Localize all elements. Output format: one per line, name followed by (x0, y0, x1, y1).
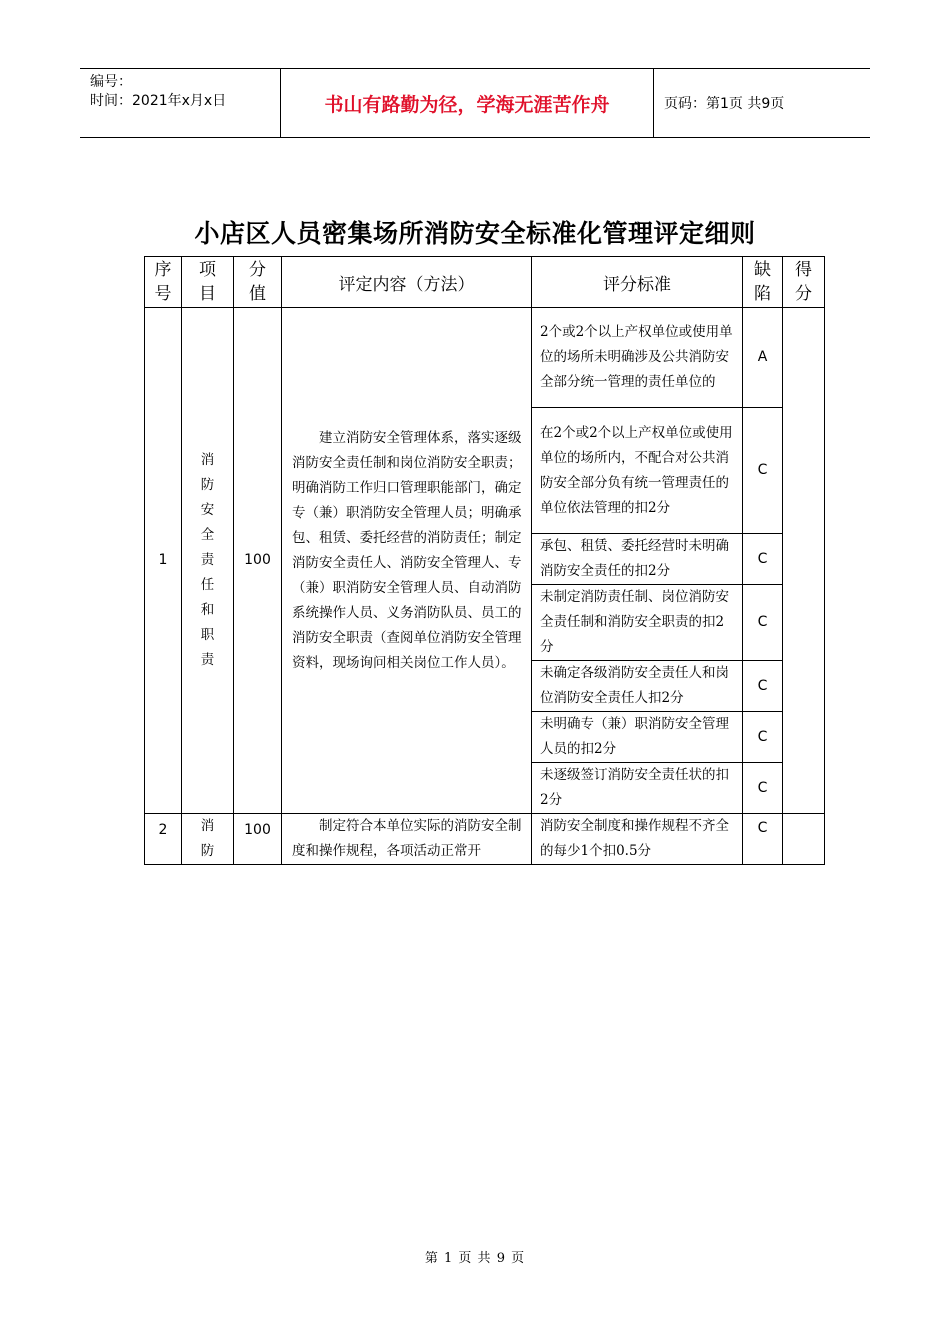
document-header (80, 68, 870, 138)
header-gain: 得 分 (783, 257, 825, 308)
row-item: 消 防 (182, 814, 234, 865)
page-footer: 第 1 页 共 9 页 (424, 1251, 526, 1266)
row-content: 制定符合本单位实际的消防安全制度和操作规程，各项活动正常开 (282, 814, 532, 865)
criteria-defect: C (743, 585, 783, 661)
header-item: 项 目 (182, 257, 234, 308)
row-item: 消 防 安 全 责 任 和 职 责 (182, 308, 234, 814)
criteria-text: 在2个或2个以上产权单位或使用单位的场所内，不配合对公共消防安全部分负有统一管理责任的单位依法管理的扣2分 (532, 408, 743, 534)
criteria-defect: C (743, 763, 783, 814)
evaluation-table (144, 256, 825, 865)
criteria-defect: A (743, 308, 783, 408)
motto: 书山有路勤为径，学海无涯苦作舟 (281, 69, 654, 137)
row-content: 建立消防安全管理体系，落实逐级消防安全责任制和岗位消防安全职责；明确消防工作归口管理职能部门，确定专（兼）职消防安全管理人员；明确承包、租赁、委托经营的消防责任；制定消防安全责任人、消防安全管理人、专（兼）职消防安全管理人员、自动消防系统操作人员、义务消防队员、员工的消防安全职责（查阅单位消防安全管理资料，现场询问相关岗位工作人员）。 (282, 308, 532, 814)
header-content: 评定内容（方法） (282, 257, 532, 308)
table-header-row (145, 257, 825, 308)
row-seq: 2 (145, 814, 182, 865)
header-seq: 序 号 (145, 257, 182, 308)
criteria-text: 未明确专（兼）职消防安全管理人员的扣2分 (532, 712, 743, 763)
criteria-defect: C (743, 814, 783, 865)
criteria-text: 2个或2个以上产权单位或使用单位的场所未明确涉及公共消防安全部分统一管理的责任单位的 (532, 308, 743, 408)
criteria-text: 承包、租赁、委托经营时未明确消防安全责任的扣2分 (532, 534, 743, 585)
criteria-defect: C (743, 408, 783, 534)
criteria-defect: C (743, 534, 783, 585)
criteria-text: 未确定各级消防安全责任人和岗位消防安全责任人扣2分 (532, 661, 743, 712)
page-info: 页码：第1页 共9页 (664, 96, 785, 112)
criteria-defect: C (743, 712, 783, 763)
header-defect: 缺 陷 (743, 257, 783, 308)
criteria-text: 未制定消防责任制、岗位消防安全责任制和消防安全职责的扣2分 (532, 585, 743, 661)
row-score: 100 (234, 308, 282, 814)
header-standard: 评分标准 (532, 257, 743, 308)
criteria-text: 消防安全制度和操作规程不齐全的每少1个扣0.5分 (532, 814, 743, 865)
code-label: 编号： (90, 74, 132, 90)
table-row (145, 814, 825, 865)
row-score: 100 (234, 814, 282, 865)
row-gain (783, 308, 825, 814)
row-gain (783, 814, 825, 865)
header-score: 分 值 (234, 257, 282, 308)
table-row (145, 308, 825, 408)
criteria-text: 未逐级签订消防安全责任状的扣2分 (532, 763, 743, 814)
document-title: 小店区人员密集场所消防安全标准化管理评定细则 (194, 219, 756, 248)
header-meta (80, 69, 281, 137)
time-label: 时间：2021年x月x日 (90, 93, 227, 109)
criteria-defect: C (743, 661, 783, 712)
row-seq: 1 (145, 308, 182, 814)
